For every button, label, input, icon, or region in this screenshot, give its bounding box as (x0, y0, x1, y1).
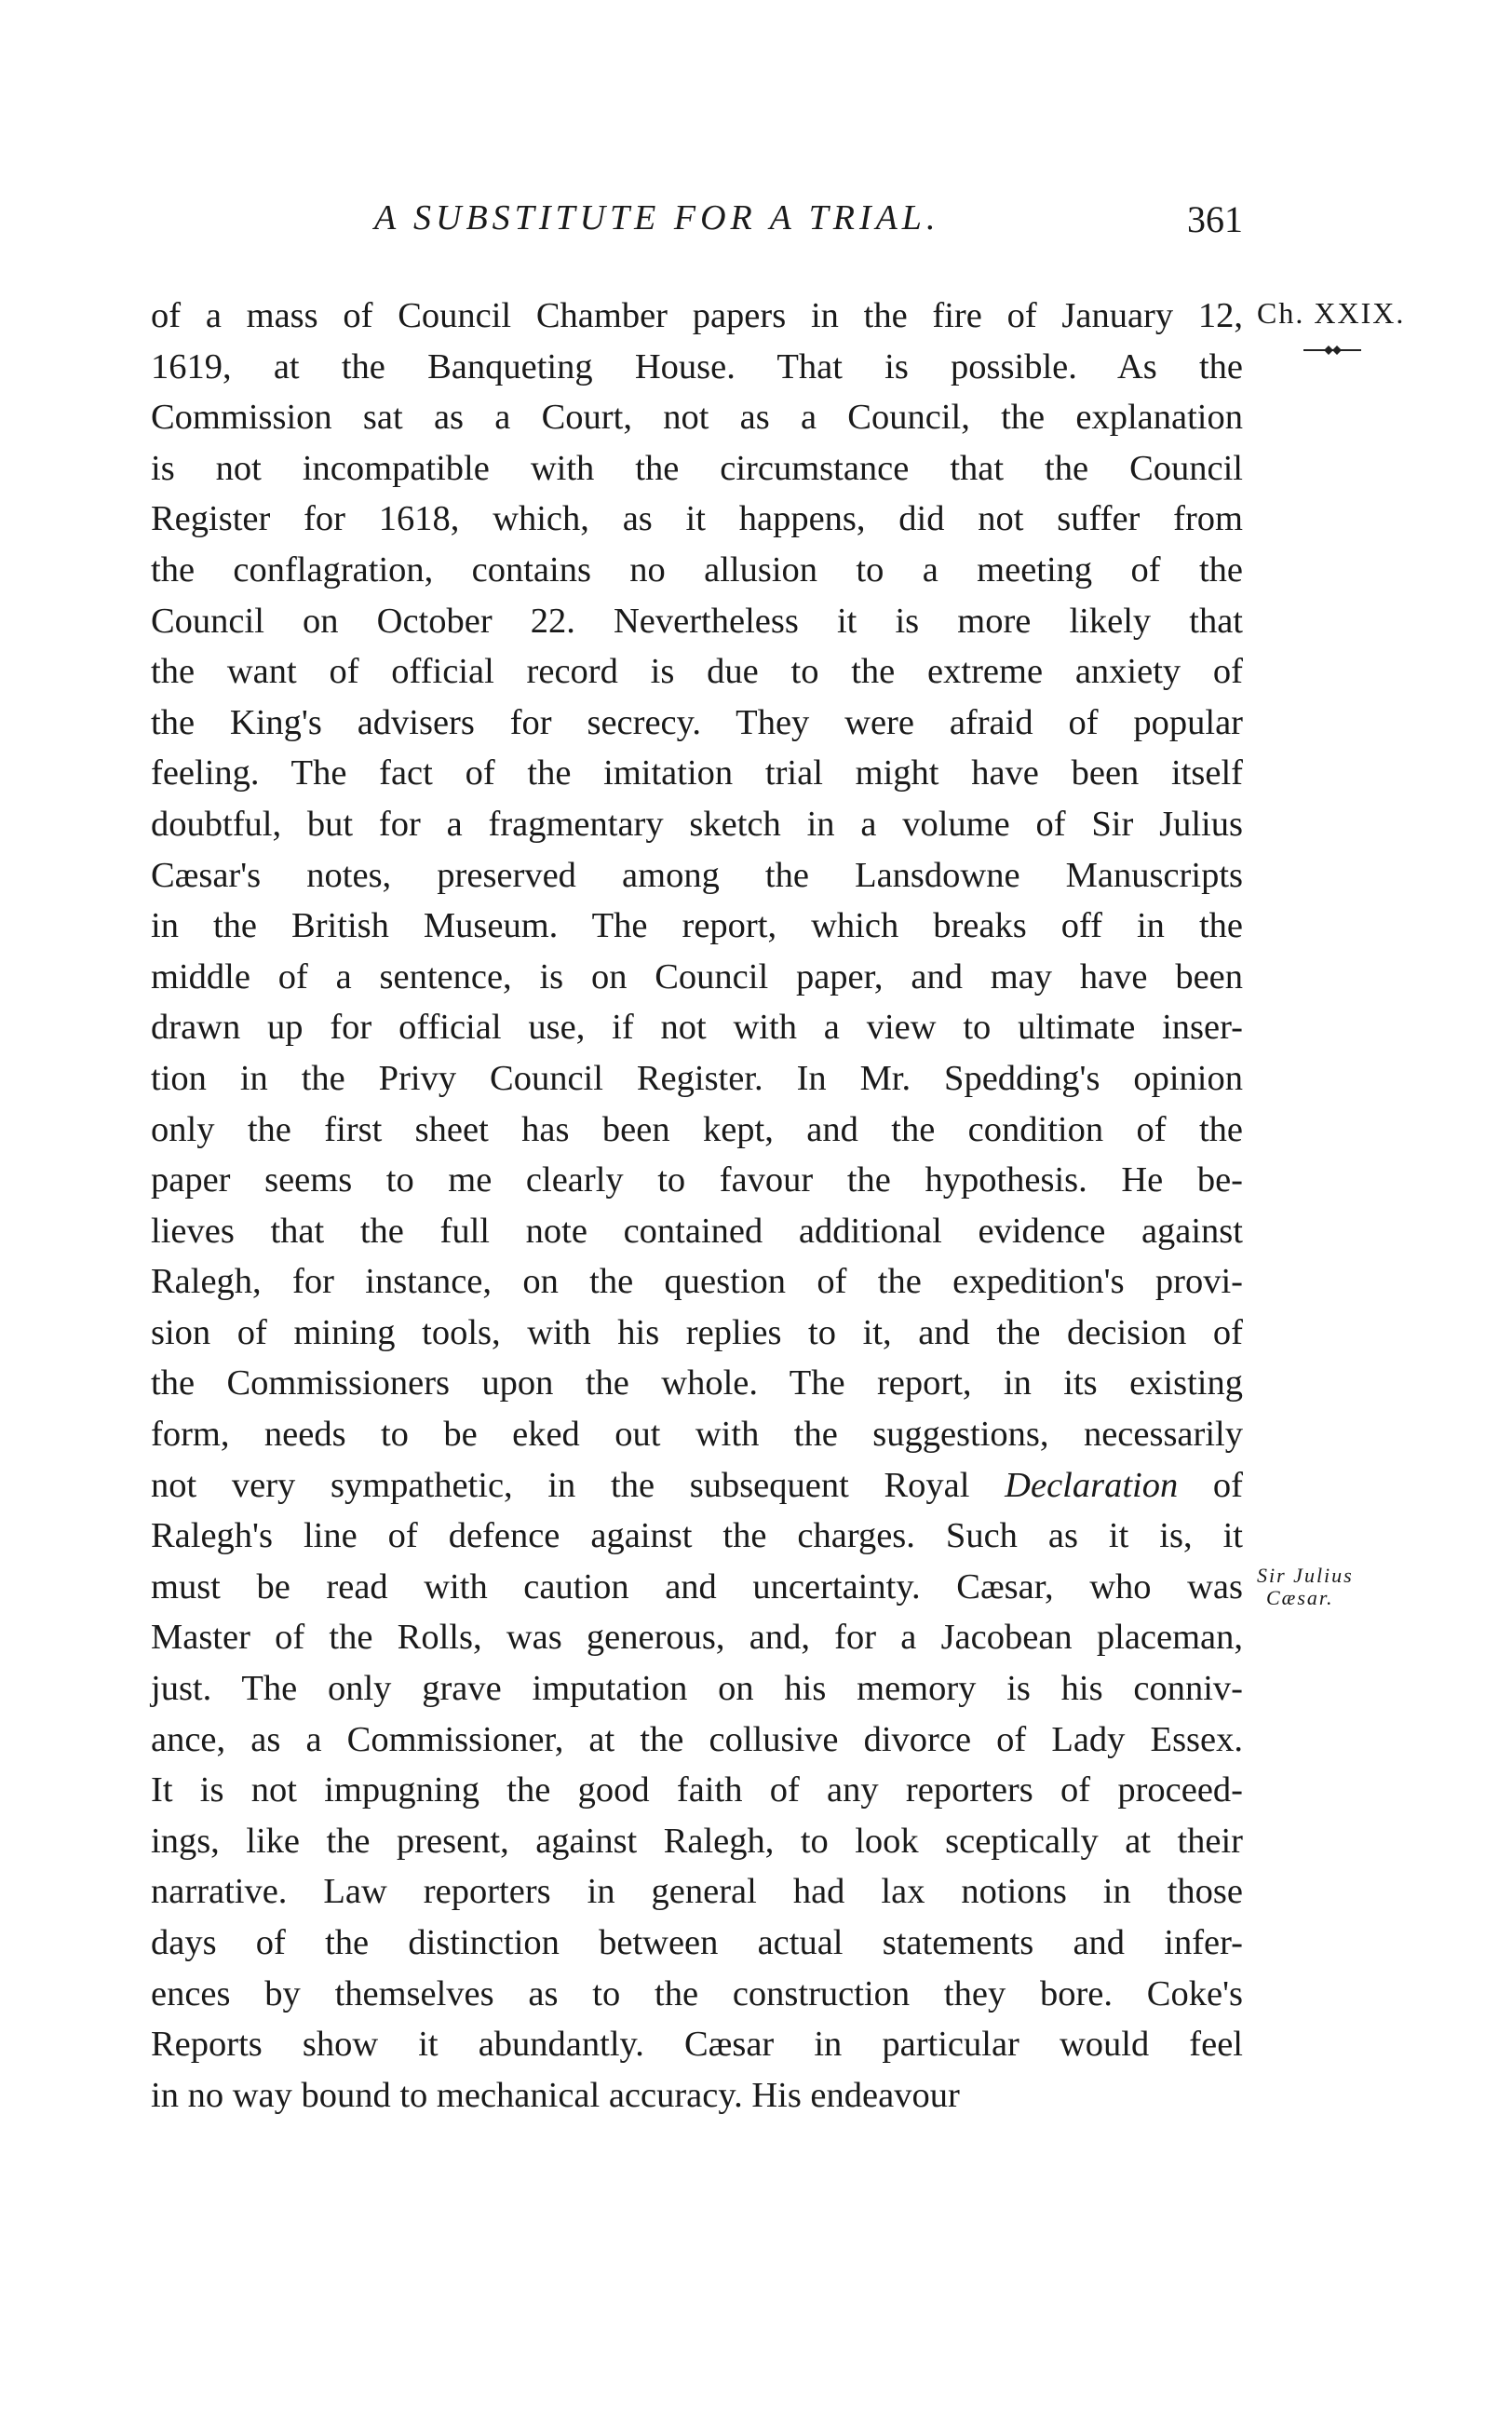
text-line: Register for 1618, which, as it happens, did not suffer from (151, 499, 1243, 539)
text-line: the Commissioners upon the whole. The report, in its existing (151, 1363, 1243, 1403)
text-line: just. The only grave imputation on his memory is his conniv- (151, 1669, 1243, 1709)
text-line: the King's advisers for secrecy. They were afraid of popular (151, 702, 1243, 742)
text-line: ance, as a Commissioner, at the collusive divorce of Lady Essex. (151, 1719, 1243, 1759)
ornament-icon (1303, 341, 1361, 359)
text-line: Cæsar's notes, preserved among the Lansdowne Manuscripts (151, 855, 1243, 895)
text-line: sion of mining tools, with his replies to it, and the decision of (151, 1312, 1243, 1352)
italic-term: Declaration (1005, 1465, 1179, 1505)
side-note-line: Sir Julius (1257, 1564, 1354, 1587)
text-line: doubtful, but for a fragmentary sketch in a volume of Sir Julius (151, 804, 1243, 844)
text-line: tion in the Privy Council Register. In Mr. Spedding's opinion (151, 1058, 1243, 1098)
text-line: must be read with caution and uncertainty. Cæsar, who was (151, 1566, 1243, 1606)
text-line: the want of official record is due to the extreme anxiety of (151, 652, 1243, 692)
text-line: only the first sheet has been kept, and the condition of the (151, 1109, 1243, 1149)
text-line: feeling. The fact of the imitation trial might have been itself (151, 753, 1243, 793)
text-line: paper seems to me clearly to favour the hypothesis. He be- (151, 1160, 1243, 1200)
side-note-line: Cæsar. (1266, 1586, 1334, 1609)
text-line: the conflagration, contains no allusion to a meeting of the (151, 549, 1243, 590)
text-line: is not incompatible with the circumstance that the Council (151, 448, 1243, 488)
text-line: narrative. Law reporters in general had lax notions in those (151, 1872, 1243, 1912)
text-line: 1619, at the Banqueting House. That is possible. As the (151, 346, 1243, 386)
text-line: It is not impugning the good faith of any reporters of proceed- (151, 1770, 1243, 1810)
text-line: Council on October 22. Nevertheless it is more likely that (151, 601, 1243, 641)
body-text (151, 291, 1243, 2121)
text-line: in no way bound to mechanical accuracy. His endeavour (151, 2075, 960, 2115)
side-note (1257, 1565, 1354, 1609)
page-number: 361 (1187, 198, 1243, 240)
text-line: in the British Museum. The report, which breaks off in the (151, 906, 1243, 946)
text-line: drawn up for official use, if not with a view to ultimate inser- (151, 1008, 1243, 1048)
text-line: Ralegh's line of defence against the charges. Such as it is, it (151, 1516, 1243, 1556)
text-line: days of the distinction between actual statements and infer- (151, 1923, 1243, 1962)
page-header (151, 197, 1243, 253)
text-line: ences by themselves as to the construction they bore. Coke's (151, 1973, 1243, 2013)
text-line: Reports show it abundantly. Cæsar in particular would feel (151, 2025, 1243, 2065)
text-line: Commission sat as a Court, not as a Council, the explanation (151, 398, 1243, 438)
text-line: Master of the Rolls, was generous, and, for a Jacobean placeman, (151, 1618, 1243, 1658)
text-line: not very sympathetic, in the subsequent Royal Declaration of (151, 1465, 1244, 1505)
chapter-marker: Ch. XXIX. (1257, 296, 1406, 330)
text-line: middle of a sentence, is on Council paper, and may have been (151, 956, 1243, 996)
text-line: Ralegh, for instance, on the question of the expedition's provi- (151, 1262, 1243, 1302)
text-line: lieves that the full note contained additional evidence against (151, 1211, 1243, 1251)
text-line: form, needs to be eked out with the suggestions, necessarily (151, 1415, 1243, 1455)
running-title: A SUBSTITUTE FOR A TRIAL. (374, 198, 940, 237)
text-line: of a mass of Council Chamber papers in the fire of January 12, (151, 296, 1243, 335)
text-line: ings, like the present, against Ralegh, to look sceptically at their (151, 1821, 1243, 1861)
